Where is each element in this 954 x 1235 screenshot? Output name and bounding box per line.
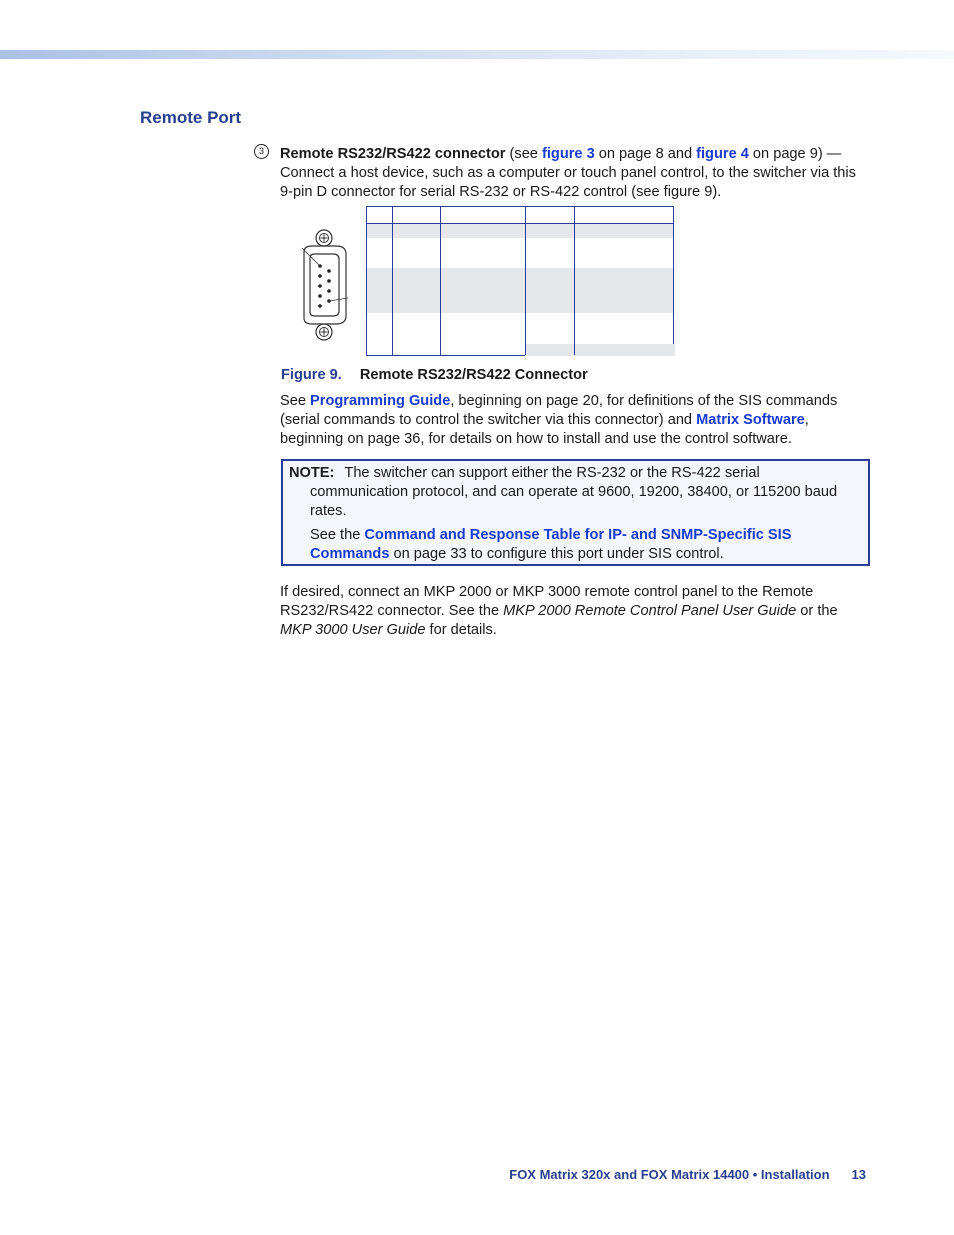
- table-column-divider: [525, 207, 526, 355]
- table-column-divider: [392, 207, 393, 355]
- text-mid: on page 8 and: [594, 146, 697, 162]
- header-accent-bar: [0, 50, 954, 59]
- text-rest: on page 9) — Connect a host device, such as a computer or touch panel control, to the switcher via this 9-pin D connector for serial RS-232 or RS-422 control (see figure 9).: [280, 146, 856, 200]
- connector-description: [280, 145, 870, 202]
- text-end: , beginning on page 36, for details on how to install and use the control software.: [280, 412, 809, 447]
- text-see: See the: [310, 527, 365, 543]
- table-row-shade: [367, 268, 673, 313]
- guide-title-mkp3000: MKP 3000 User Guide: [280, 622, 426, 638]
- link-command-response-table[interactable]: Command and Response Table for IP- and SNMP-Specific SIS Commands: [310, 527, 792, 562]
- table-header-row: [367, 207, 673, 224]
- text-end: on page 33 to configure this port under SIS control.: [389, 546, 724, 562]
- note-label: NOTE:: [289, 465, 335, 481]
- note-box: [281, 459, 870, 566]
- figure-caption: [281, 366, 588, 385]
- connector-lead: Remote RS232/RS422 connector: [280, 146, 506, 162]
- text-intro: If desired, connect an MKP 2000 or MKP 3000 remote control panel to the Remote RS232/RS422 connector. See the: [280, 584, 814, 619]
- page-number: 13: [851, 1167, 866, 1182]
- section-title: Remote Port: [140, 108, 242, 127]
- text-end: for details.: [425, 622, 497, 638]
- table-column-divider: [574, 207, 575, 355]
- text-see: (see: [505, 146, 542, 162]
- text-mid: or the: [796, 603, 838, 619]
- table-column-divider: [440, 207, 441, 355]
- remote-panel-paragraph: [280, 583, 870, 640]
- guide-title-mkp2000: MKP 2000 Remote Control Panel User Guide: [503, 603, 797, 619]
- db9-connector-diagram: [296, 226, 352, 344]
- text-see: See: [280, 393, 311, 409]
- table-row-shade: [525, 344, 675, 356]
- note-body: The switcher can support either the RS-232 or the RS-422 serial communication protocol, and can operate at 9600, 19200, 38400, or 115200 baud rates.: [310, 465, 838, 519]
- figure-label: Figure 9.: [281, 367, 342, 383]
- figure-caption-text: Remote RS232/RS422 Connector: [359, 367, 588, 383]
- note-text: [289, 464, 850, 521]
- table-row-shade: [367, 223, 673, 238]
- note-reference: [310, 526, 850, 564]
- link-programming-guide[interactable]: Programming Guide: [310, 393, 451, 409]
- link-figure-3[interactable]: figure 3: [541, 146, 595, 162]
- pin-assignment-table: [366, 206, 674, 356]
- link-figure-4[interactable]: figure 4: [696, 146, 749, 162]
- footer-title: FOX Matrix 320x and FOX Matrix 14400 • Installation: [509, 1167, 830, 1182]
- item-number-marker: 3: [254, 144, 269, 159]
- link-matrix-software[interactable]: Matrix Software: [696, 412, 805, 428]
- text-mid: , beginning on page 20, for definitions of the SIS commands (serial commands to control the switcher via this connector) and: [280, 393, 838, 428]
- software-paragraph: [280, 392, 870, 449]
- page-footer: [509, 1167, 866, 1182]
